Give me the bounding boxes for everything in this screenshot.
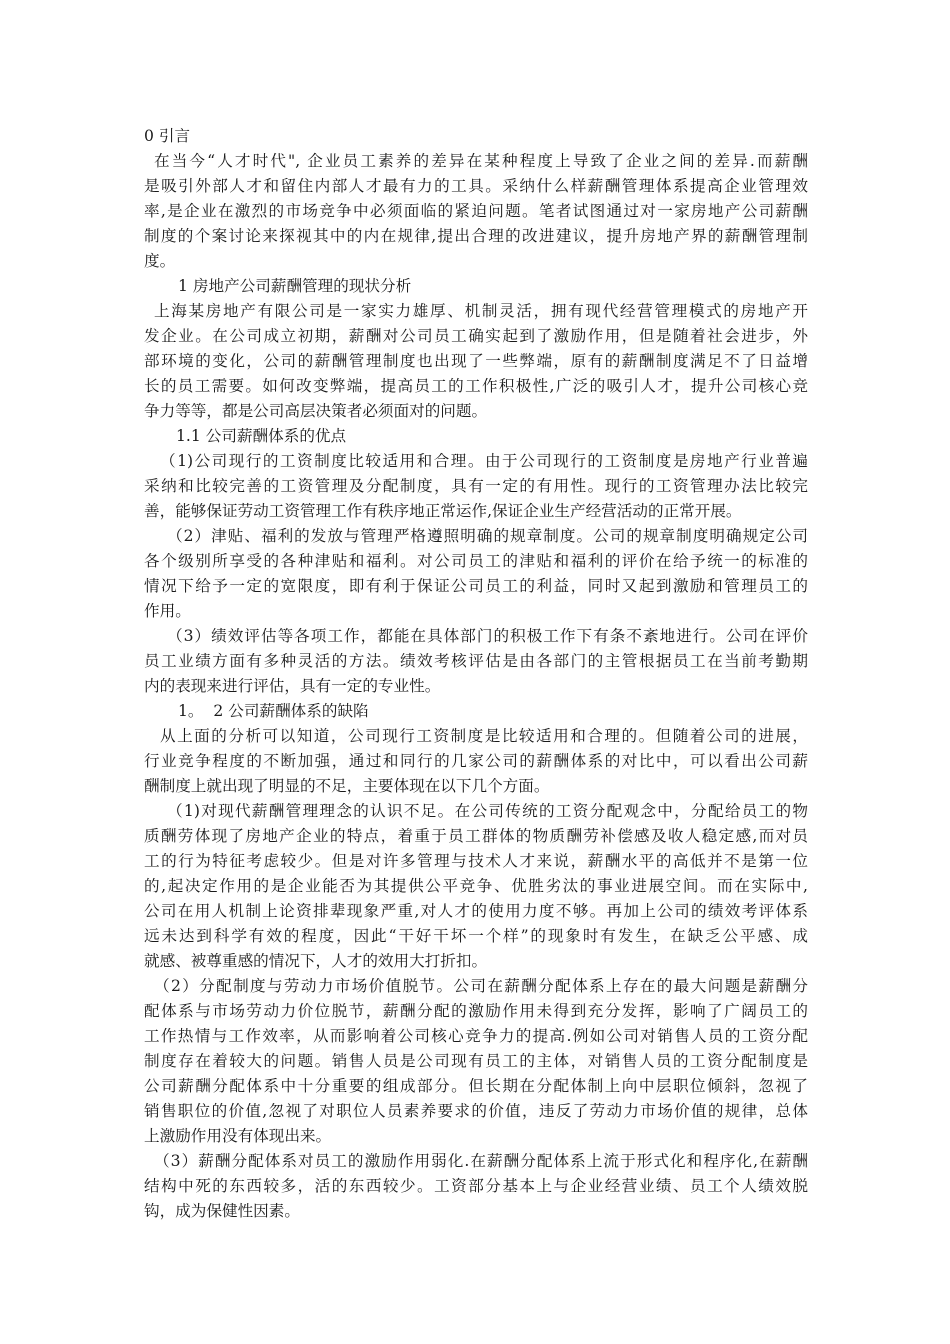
text-line: 行业竞争程度的不断加强，通过和同行的几家公司的薪酬体系的对比中，可以看出公司薪 [144,752,808,770]
text-line: 是吸引外部人才和留住内部人才最有力的工具。采纳什么样薪酬管理体系提高企业管理效 [144,177,808,195]
text-line: 公司在用人机制上论资排辈现象严重,对人才的使用力度不够。再加上公司的绩效考评体系 [144,902,808,920]
text-line: 情况下给予一定的宽限度，即有利于保证公司员工的利益，同时又起到激励和管理员工的 [144,577,808,595]
section-1-paragraph [144,299,808,424]
document-body [144,124,808,1224]
text-line: 善，能够保证劳动工资管理工作有秩序地正常运作,保证企业生产经营活动的正常开展。 [144,502,742,520]
section-heading-1-1: 1.1 公司薪酬体系的优点 [176,427,347,445]
text-line: 公司薪酬分配体系中十分重要的组成部分。但长期在分配体制上向中层职位倾斜，忽视了 [144,1077,808,1095]
text-line: （2）分配制度与劳动力市场价值脱节。公司在薪酬分配体系上存在的最大问题是薪酬分 [154,977,808,995]
section-title-intro: 0 引言 [144,127,191,145]
text-line: （1)对现代薪酬管理理念的认识不足。在公司传统的工资分配观念中，分配给员工的物 [167,802,808,820]
text-line: 员工业绩方面有多种灵活的方法。绩效考核评估是由各部门的主管根据员工在当前考勤期 [144,652,808,670]
text-line: （3）薪酬分配体系对员工的激励作用弱化.在薪酬分配体系上流于形式化和程序化,在薪酬 [154,1152,808,1170]
text-line: 发企业。在公司成立初期，薪酬对公司员工确实起到了激励作用，但是随着社会进步，外 [144,327,808,345]
advantage-item-3 [144,624,808,699]
text-line: （3）绩效评估等各项工作，都能在具体部门的积极工作下有条不紊地进行。公司在评价 [167,627,808,645]
text-line: 销售职位的价值,忽视了对职位人员素养要求的价值，违反了劳动力市场价值的规律，总体 [144,1102,808,1120]
text-line: 酬制度上就出现了明显的不足，主要体现在以下几个方面。 [144,777,550,795]
text-line: （2）津贴、福利的发放与管理严格遵照明确的规章制度。公司的规章制度明确规定公司 [167,527,808,545]
section-heading-1: 1 房地产公司薪酬管理的现状分析 [178,277,412,295]
text-line: 制度的个案讨论来探视其中的内在规律,提出合理的改进建议，提升房地产界的薪酬管理制 [144,227,808,245]
text-line: 采纳和比较完善的工资管理及分配制度，具有一定的有用性。现行的工资管理办法比较完 [144,477,808,495]
intro-paragraph [144,149,808,274]
text-line: 钩，成为保健性因素。 [144,1202,300,1220]
text-line: 上海某房地产有限公司是一家实力雄厚、机制灵活，拥有现代经营管理模式的房地产开 [154,302,808,320]
text-line: 度。 [144,252,176,270]
text-line: 部环境的变化，公司的薪酬管理制度也出现了一些弊端，原有的薪酬制度满足不了日益增 [144,352,808,370]
section-1-2-paragraph [144,724,808,799]
text-line: 作用。 [144,602,191,620]
text-line: （1)公司现行的工资制度比较适用和合理。由于公司现行的工资制度是房地产行业普遍 [160,452,808,470]
defect-item-2 [144,974,808,1149]
defect-item-1 [144,799,808,974]
text-line: 工作热情与工作效率，从而影响着公司核心竞争力的提高.例如公司对销售人员的工资分配 [144,1027,808,1045]
text-line: 的,起决定作用的是企业能否为其提供公平竞争、优胜劣汰的事业进展空间。而在实际中, [144,877,808,895]
defect-item-3 [144,1149,808,1224]
text-line: 工的行为特征考虑较少。但是对许多管理与技术人才来说，薪酬水平的高低并不是第一位 [144,852,808,870]
text-line: 质酬劳体现了房地产企业的特点，着重于员工群体的物质酬劳补偿感及收人稳定感,而对员 [144,827,808,845]
text-line: 就感、被尊重感的情况下，人才的效用大打折扣。 [144,952,488,970]
text-line: 上激励作用没有体现出来。 [144,1127,332,1145]
text-line: 内的表现来进行评估，具有一定的专业性。 [144,677,441,695]
section-heading-1-2: 1。 2 公司薪酬体系的缺陷 [178,702,369,720]
text-line: 各个级别所享受的各种津贴和福利。对公司员工的津贴和福利的评价在给予统一的标准的 [144,552,808,570]
text-line: 远未达到科学有效的程度，因此“干好干坏一个样”的现象时有发生，在缺乏公平感、成 [144,927,808,945]
text-line: 在当今“人才时代", 企业员工素养的差异在某种程度上导致了企业之间的差异.而薪酬 [154,152,808,170]
text-line: 制度存在着较大的问题。销售人员是公司现有员工的主体，对销售人员的工资分配制度是 [144,1052,808,1070]
text-line: 争力等等，都是公司高层决策者必须面对的问题。 [144,402,488,420]
text-line: 长的员工需要。如何改变弊端，提高员工的工作积极性,广泛的吸引人才，提升公司核心竞 [144,377,808,395]
text-line: 结构中死的东西较多，活的东西较少。工资部分基本上与企业经营业绩、员工个人绩效脱 [144,1177,808,1195]
text-line: 从上面的分析可以知道，公司现行工资制度是比较适用和合理的。但随着公司的进展， [160,727,808,745]
advantage-item-2 [144,524,808,624]
text-line: 率,是企业在激烈的市场竞争中必须面临的紧迫问题。笔者试图通过对一家房地产公司薪酬 [144,202,808,220]
text-line: 配体系与市场劳动力价位脱节，薪酬分配的激励作用未得到充分发挥，影响了广阔员工的 [144,1002,808,1020]
advantage-item-1 [144,449,808,524]
